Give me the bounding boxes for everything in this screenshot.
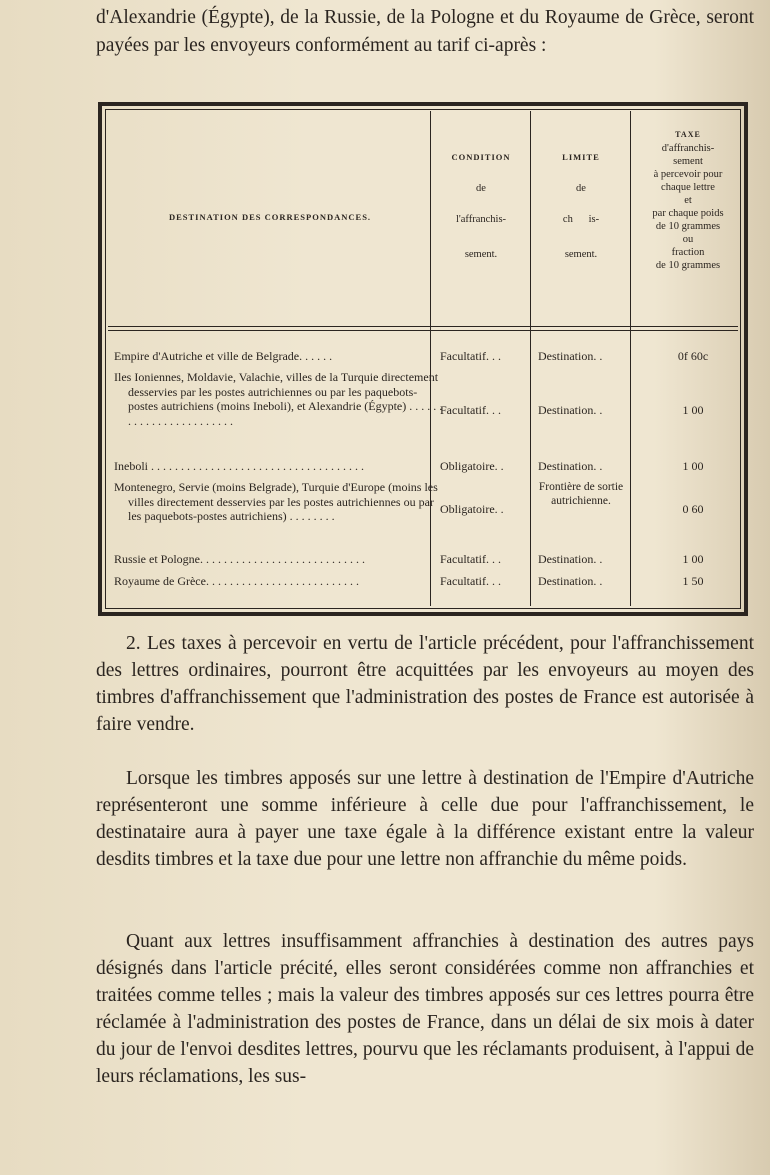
header-limite-line-3: ch is-: [562, 214, 600, 225]
cell-destination: Montenegro, Servie (moins Belgrade), Turquie d'Europe (moins les villes directement desservies par les postes autrichiennes ou par les paquebots-postes autrichiens) . . . . . . . .: [114, 480, 438, 523]
paragraph-lettres-insuffisamment-affranchies: Quant aux lettres insuffisamment affranchies à destination des autres pays désignés dans l'article précité, elles seront considérées comme non affranchies et traitées comme telles ; mais la valeur des timbres apposés sur ces lettres pourra être réclamée à l'administration des postes de France, dans un délai de six mois à dater du jour de l'envoi desdites lettres, pourvu que les réclamants produisent, à l'appui de leurs réclamations, les sus-: [96, 931, 754, 1087]
cell-destination: Russie et Pologne. . . . . . . . . . . . . . . . . . . . . . . . . . . .: [114, 552, 365, 566]
header-taxe-line-5: chaque lettre: [661, 182, 715, 193]
header-condition: [432, 150, 530, 261]
cell-taxe: 0 60: [682, 502, 704, 516]
cell-condition: Facultatif. . .: [440, 349, 501, 363]
header-limite-line-4: sement.: [564, 249, 598, 260]
cell-condition: Obligatoire. .: [440, 459, 504, 473]
cell-limite: Destination. .: [538, 552, 603, 566]
cell-condition: Facultatif. . .: [440, 574, 501, 588]
article-2-paragraph: 2. Les taxes à percevoir en vertu de l'article précédent, pour l'affranchissement des lettres ordinaires, pourront être acquittées par les envoyeurs au moyen des timbres d'affranchissement que l'administration des postes de France est autorisée à faire vendre.: [96, 633, 754, 735]
cell-limite: Frontière de sortie autrichienne.: [538, 481, 624, 507]
cell-destination: Royaume de Grèce. . . . . . . . . . . . . . . . . . . . . . . . . .: [114, 574, 359, 588]
header-taxe-line-4: à percevoir pour: [653, 169, 723, 180]
header-taxe-line-6: et: [684, 195, 692, 206]
header-taxe: [632, 128, 744, 272]
cell-destination: Empire d'Autriche et ville de Belgrade. . . . . .: [114, 349, 333, 363]
header-taxe-line-11: de 10 grammes: [655, 260, 721, 271]
cell-limite: Destination. .: [538, 459, 603, 473]
cell-condition: Facultatif. . .: [440, 552, 501, 566]
header-rule: [108, 326, 738, 327]
header-taxe-line-9: ou: [682, 234, 694, 245]
cell-taxe: 1 00: [682, 459, 704, 473]
header-limite-line-1: LIMITE: [562, 152, 600, 162]
header-condition-line-3: l'affranchis-: [455, 214, 507, 225]
cell-condition: Facultatif. . .: [440, 403, 501, 417]
cell-taxe: 0f 60c: [677, 349, 709, 363]
header-condition-line-1: CONDITION: [451, 152, 511, 162]
header-limite-line-2: de: [576, 183, 586, 194]
header-condition-line-4: sement.: [464, 249, 498, 260]
cell-destination: Ineboli . . . . . . . . . . . . . . . . . . . . . . . . . . . . . . . . . . . .: [114, 459, 364, 473]
paragraph-timbres-insuffisants-autriche: Lorsque les timbres apposés sur une lettre à destination de l'Empire d'Autriche représenteront une somme inférieure à celle due pour l'affranchissement, le destinataire aura à payer une taxe égale à la différence existant entre la valeur desdits timbres et la taxe due pour une lettre non affranchie du même poids.: [96, 768, 754, 870]
cell-taxe: 1 00: [682, 552, 704, 566]
intro-paragraph: d'Alexandrie (Égypte), de la Russie, de la Pologne et du Royaume de Grèce, seront payées par les envoyeurs conformément au tarif ci-après :: [96, 7, 754, 56]
cell-taxe: 1 00: [682, 403, 704, 417]
header-condition-line-2: de: [476, 183, 486, 194]
cell-condition: Obligatoire. .: [440, 502, 504, 516]
header-taxe-line-3: sement: [673, 156, 703, 167]
cell-limite: Destination. .: [538, 403, 603, 417]
column-rule-1: [430, 111, 431, 606]
cell-taxe: 1 50: [682, 574, 704, 588]
header-rule-double: [108, 330, 738, 331]
cell-limite: Destination. .: [538, 574, 603, 588]
header-taxe-line-10: fraction: [671, 247, 705, 258]
header-destination: DESTINATION DES CORRESPONDANCES.: [168, 212, 372, 222]
tariff-table: [98, 102, 748, 616]
header-taxe-line-2: d'affranchis-: [661, 143, 715, 154]
header-limite: [532, 150, 630, 261]
cell-destination: Iles Ioniennes, Moldavie, Valachie, villes de la Turquie directement desservies par les postes autrichiennes ou par les paquebots-postes autrichiens (moins Ineboli), et Alexandrie (Égypte) . . . . . . . . . . . . . . . . . . . . . . . .: [114, 370, 443, 428]
header-taxe-line-7: par chaque poids: [652, 208, 724, 219]
header-taxe-line-1: TAXE: [675, 130, 701, 139]
cell-limite: Destination. .: [538, 349, 603, 363]
header-taxe-line-8: de 10 grammes: [655, 221, 721, 232]
